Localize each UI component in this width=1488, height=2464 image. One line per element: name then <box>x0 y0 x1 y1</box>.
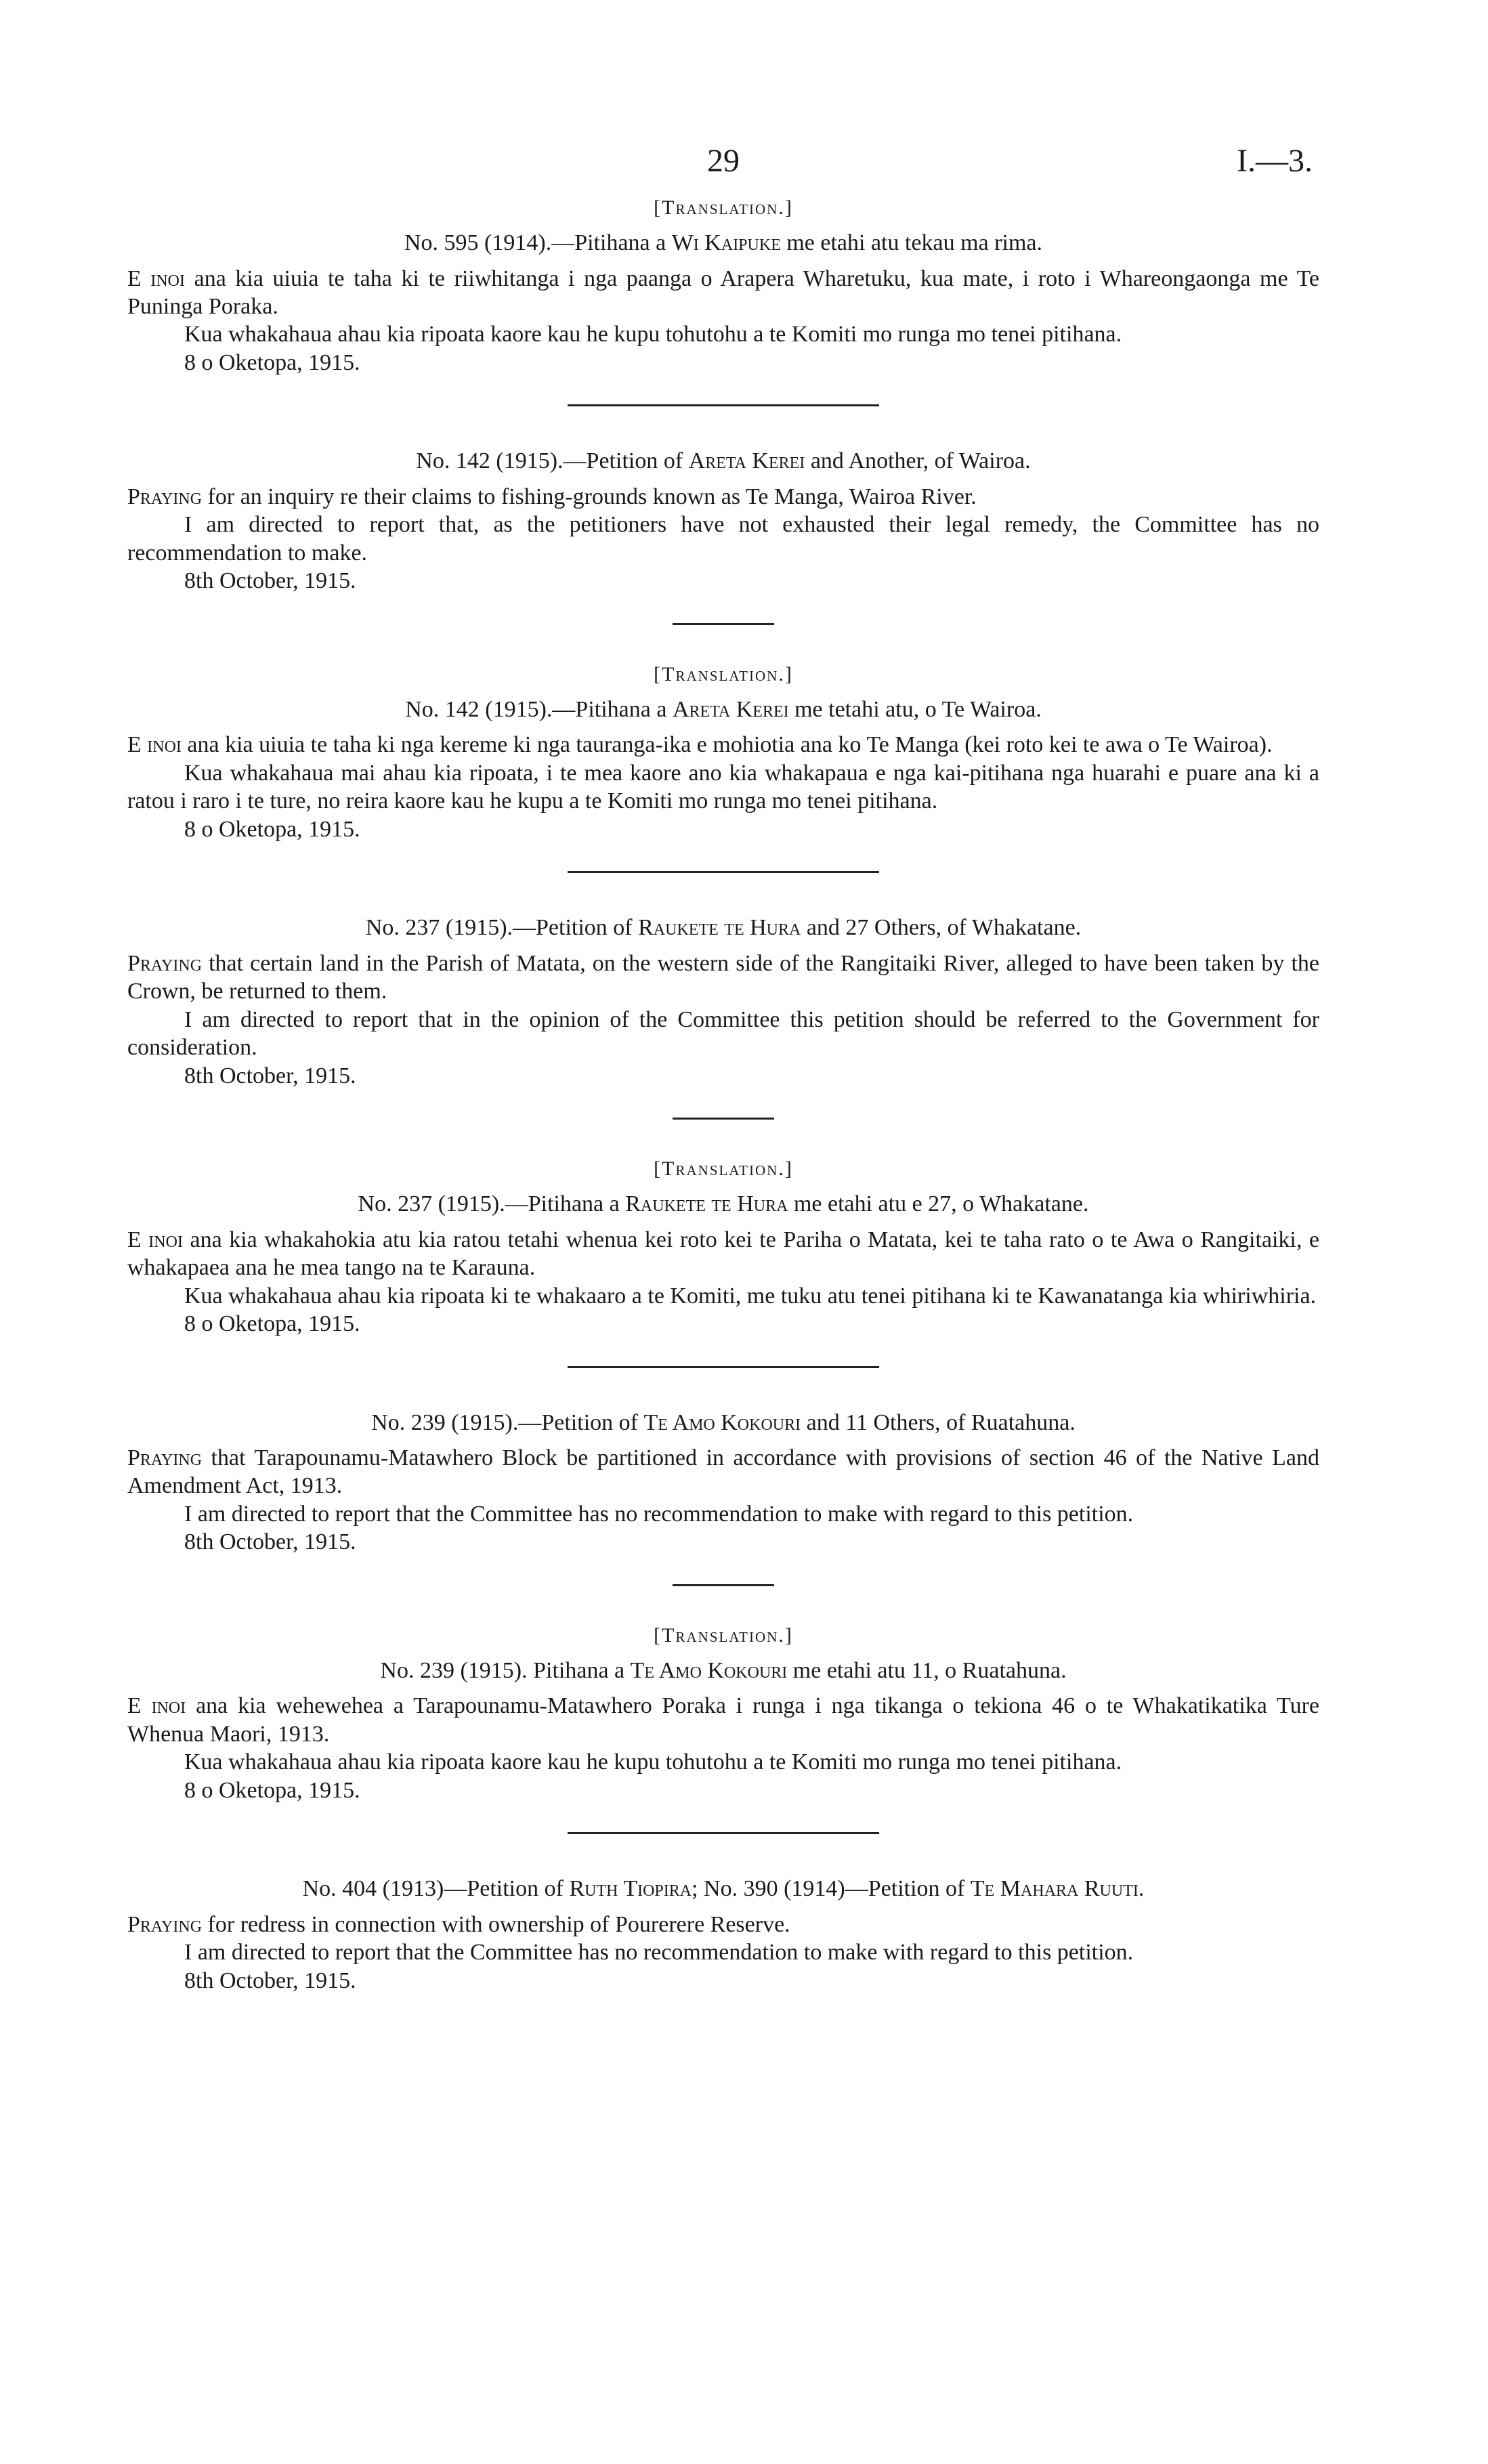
section-divider <box>568 1366 879 1368</box>
prayer-text: ana kia uiuia te taha ki te riiwhitanga i nga paanga o Arapera Wharetuku, kua mate, i roto i Whareongaonga me Te Puninga Poraka. <box>127 265 1319 319</box>
prayer-text: ana kia wehewehea a Tarapounamu-Matawhero Poraka i runga i nga tikanga o tekiona 46 o te Whakatikatika Ture Whenua Maori, 1913. <box>127 1693 1319 1747</box>
report-date: 8th October, 1915. <box>184 1063 356 1088</box>
translation-heading: [Translation.] <box>654 662 793 685</box>
committee-report: Kua whakahaua mai ahau kia ripoata, i te mea kaore ano kia whakapaua e nga kai-pitihana nga huarahi e puare ana ki a ratou i raro i te ture, no reira kaore kau he kupu a te Komiti mo runga mo tenei pitihana. <box>127 760 1319 814</box>
petition-title <box>127 229 1319 258</box>
page-number: 29 <box>707 143 740 179</box>
prayer-text: ana kia whakahokia atu kia ratou tetahi whenua kei roto kei te Pariha o Matata, kei te taha rato o te Awa o Rangitaiki, e whakapaea ana he mea tango na te Karauna. <box>127 1227 1319 1281</box>
petition-prayer <box>127 1226 1319 1282</box>
prayer-lead: E inoi <box>127 1693 186 1719</box>
committee-report: I am directed to report that the Committee has no recommendation to make with regard to this petition. <box>184 1940 1134 1966</box>
prayer-text: for an inquiry re their claims to fishing-grounds known as Te Manga, Wairoa River. <box>202 484 977 509</box>
report-date: 8th October, 1915. <box>184 1529 356 1555</box>
petition-595-translation <box>127 196 1319 377</box>
prayer-text: ana kia uiuia te taha ki nga kereme ki nga tauranga-ika e mohiotia ana ko Te Manga (kei roto kei te awa o Te Wairoa). <box>181 732 1273 758</box>
petition-title <box>127 696 1319 725</box>
title-prefix: No. 239 (1915).—Petition of <box>371 1409 644 1435</box>
petitioner-name: Wi Kaipuke <box>671 230 781 255</box>
report-date: 8 o Oketopa, 1915. <box>184 816 360 842</box>
title-suffix: . <box>1138 1876 1145 1902</box>
prayer-lead: E inoi <box>127 1227 183 1252</box>
petitioner-name: Te Amo Kokouri <box>630 1657 788 1683</box>
prayer-lead: E inoi <box>127 265 186 291</box>
committee-report: I am directed to report that, as the petitioners have not exhausted their legal remedy, the Committee has no recommendation to make. <box>127 512 1319 566</box>
petition-title <box>127 1409 1319 1438</box>
petitioner-name: Areta Kerei <box>672 696 789 722</box>
prayer-lead: Praying <box>127 1911 203 1937</box>
title-suffix: and 11 Others, of Ruatahuna. <box>801 1409 1076 1435</box>
section-divider <box>673 1584 774 1586</box>
petition-title <box>127 1657 1319 1686</box>
title-prefix: No. 237 (1915).—Pitihana a <box>358 1191 626 1217</box>
prayer-text: that certain land in the Parish of Matata, on the western side of the Rangitaiki River, alleged to have been taken by the Crown, be returned to them. <box>127 950 1319 1004</box>
petition-237-translation <box>127 1157 1319 1338</box>
title-prefix: No. 595 (1914).—Pitihana a <box>404 230 672 255</box>
prayer-lead: E inoi <box>127 732 182 758</box>
title-prefix: No. 142 (1915).—Petition of <box>416 448 689 474</box>
petition-142-translation <box>127 663 1319 844</box>
title-prefix: No. 404 (1913)—Petition of <box>302 1876 570 1902</box>
section-divider <box>673 623 774 625</box>
title-middle: ; No. 390 (1914)—Petition of <box>692 1876 971 1902</box>
petition-239-translation <box>127 1624 1319 1805</box>
petitioner-name: Te Amo Kokouri <box>643 1409 801 1435</box>
petitioner-name: Raukete te Hura <box>638 915 801 941</box>
report-date: 8th October, 1915. <box>184 568 356 594</box>
committee-report: Kua whakahaua ahau kia ripoata kaore kau he kupu tohutohu a te Komiti mo runga mo tenei pitihana. <box>184 322 1122 347</box>
title-prefix: No. 237 (1915).—Petition of <box>365 915 639 941</box>
title-suffix: me etahi atu 11, o Ruatahuna. <box>787 1657 1067 1683</box>
petitioner-name: Areta Kerei <box>688 448 805 474</box>
page-content <box>127 196 1319 1995</box>
prayer-lead: Praying <box>127 484 203 509</box>
committee-report: Kua whakahaua ahau kia ripoata kaore kau he kupu tohutohu a te Komiti mo runga mo tenei pitihana. <box>184 1749 1122 1775</box>
section-divider <box>568 871 879 873</box>
petition-title <box>127 447 1319 476</box>
title-suffix: me etahi atu tekau ma rima. <box>780 230 1042 255</box>
petition-title <box>127 1190 1319 1219</box>
petition-title <box>127 1875 1319 1904</box>
petition-prayer <box>127 731 1319 759</box>
second-petitioner-name: Te Mahara Ruuti <box>970 1876 1139 1902</box>
title-prefix: No. 142 (1915).—Pitihana a <box>405 696 673 722</box>
petition-prayer <box>127 483 1319 511</box>
translation-heading: [Translation.] <box>654 1623 793 1647</box>
committee-report: I am directed to report that the Committee has no recommendation to make with regard to this petition. <box>184 1501 1134 1527</box>
petition-prayer <box>127 1911 1319 1938</box>
translation-heading: [Translation.] <box>654 1157 793 1181</box>
title-prefix: No. 239 (1915). Pitihana a <box>380 1657 631 1683</box>
section-divider <box>673 1118 774 1120</box>
prayer-lead: Praying <box>127 950 203 976</box>
committee-report: I am directed to report that in the opinion of the Committee this petition should be referred to the Government for consideration. <box>127 1006 1319 1061</box>
prayer-text: for redress in connection with ownership of Pourerere Reserve. <box>202 1911 790 1937</box>
petition-239 <box>127 1409 1319 1557</box>
petition-142 <box>127 447 1319 595</box>
translation-heading: [Translation.] <box>654 196 793 219</box>
petition-prayer <box>127 950 1319 1006</box>
title-suffix: and Another, of Wairoa. <box>805 448 1031 474</box>
section-divider <box>568 404 879 406</box>
petitioner-name: Raukete te Hura <box>625 1191 788 1217</box>
petition-404-390 <box>127 1875 1319 1995</box>
document-reference: I.—3. <box>1237 143 1313 179</box>
prayer-text: that Tarapounamu-Matawhero Block be partitioned in accordance with provisions of section 46 of the Native Land Amendment Act, 1913. <box>127 1445 1319 1499</box>
section-divider <box>568 1832 879 1834</box>
petition-prayer <box>127 265 1319 321</box>
report-date: 8 o Oketopa, 1915. <box>184 1311 360 1336</box>
title-suffix: me etahi atu e 27, o Whakatane. <box>788 1191 1089 1217</box>
title-suffix: me tetahi atu, o Te Wairoa. <box>788 696 1042 722</box>
report-date: 8th October, 1915. <box>184 1968 356 1993</box>
petition-237 <box>127 914 1319 1090</box>
petitioner-name: Ruth Tiopira <box>569 1876 692 1902</box>
prayer-lead: Praying <box>127 1445 203 1470</box>
committee-report: Kua whakahaua ahau kia ripoata ki te whakaaro a te Komiti, me tuku atu tenei pitihana ki te Kawanatanga kia whiriwhiria. <box>184 1283 1317 1309</box>
petition-title <box>127 914 1319 943</box>
report-date: 8 o Oketopa, 1915. <box>184 349 360 375</box>
petition-prayer <box>127 1692 1319 1748</box>
report-date: 8 o Oketopa, 1915. <box>184 1777 360 1803</box>
petition-prayer <box>127 1444 1319 1500</box>
title-suffix: and 27 Others, of Whakatane. <box>801 915 1082 941</box>
